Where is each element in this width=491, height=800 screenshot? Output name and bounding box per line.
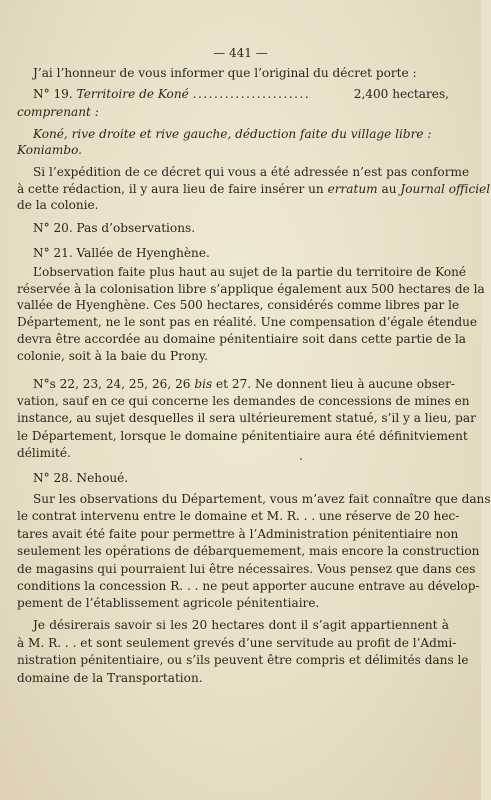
para5-line-1: Sur les observations du Département, vous m’avez fait connaître que dans xyxy=(33,492,491,506)
para4-line-5: délimité. xyxy=(17,446,71,460)
para4-line-2: vation, sauf en ce qui concerne les demandes de concessions de mines en xyxy=(17,394,470,408)
para4-line-4: le Département, lorsque le domaine pénitentiaire aura été définitviement xyxy=(17,429,468,443)
para2-line-1: Si l’expédition de ce décret qui vous a été adressée n’est pas conforme xyxy=(33,165,470,179)
para4-line-3: instance, au sujet desquelles il sera ultérieurement statué, s’il y a lieu, par xyxy=(17,411,476,425)
para5-line-3: tares avait été faite pour permettre à l’Administration pénitentiaire non xyxy=(17,527,459,541)
para2-line-2 xyxy=(17,181,491,197)
para6-line-3: nistration pénitentiaire, ou s’ils peuvent être compris et délimités dans le xyxy=(17,653,469,667)
para3-line-4: Département, ne le sont pas en réalité. Une compensation d’égale étendue xyxy=(17,315,478,329)
paragraph-intro: J’ai l’honneur de vous informer que l’original du décret porte : xyxy=(33,66,417,80)
para6-line-4: domaine de la Transportation. xyxy=(17,671,203,685)
para4-rest: et 27. Ne donnent lieu à aucune obser- xyxy=(216,377,455,391)
para3-line-5: devra être accordée au domaine pénitentiaire soit dans cette partie de la xyxy=(17,332,467,346)
para6-line-1: Je désirerais savoir si les 20 hectares dont il s’agit appartiennent à xyxy=(33,618,449,632)
para4-line-1 xyxy=(33,376,455,392)
para4-bis: bis xyxy=(194,377,213,391)
para3-line-2: réservée à la colonisation libre s’applique également aux 500 hectares de la xyxy=(17,282,485,296)
para6-line-2: à M. R. . . et sont seulement grevés d’une servitude au profit de l’Admi- xyxy=(17,636,457,650)
entry-no19-number: N° 19. xyxy=(33,87,73,101)
entry-no19-title: Territoire de Koné xyxy=(76,87,189,101)
para2-journal: Journal officiel xyxy=(400,182,491,196)
kone-line-1: Koné, rive droite et rive gauche, déduction faite du village libre : xyxy=(33,127,432,141)
para5-line-2: le contrat intervenu entre le domaine et M. R. . . une réserve de 20 hec- xyxy=(17,509,460,523)
comprenant-label: comprenant : xyxy=(17,105,99,119)
para3-line-1: L’observation faite plus haut au sujet de la partie du territoire de Koné xyxy=(33,265,467,279)
kone-line-2: Koniambo. xyxy=(17,143,82,157)
entry-no21: N° 21. Vallée de Hyenghène. xyxy=(33,246,210,260)
para5-line-4: seulement les opérations de débarquemement, mais encore la construction xyxy=(17,544,480,558)
entry-no19-area: 2,400 hectares, xyxy=(353,87,449,101)
para4-numbers: N°s 22, 23, 24, 25, 26, 26 xyxy=(33,377,191,391)
entry-no19 xyxy=(33,86,449,102)
para5-line-7: pement de l’établissement agricole pénitentiaire. xyxy=(17,596,320,610)
para2-text: à cette rédaction, il y aura lieu de faire insérer un xyxy=(17,182,324,196)
paper-speck xyxy=(300,458,302,460)
para3-line-3: vallée de Hyenghène. Ces 500 hectares, considérés comme libres par le xyxy=(17,298,460,312)
para5-line-6: conditions la concession R. . . ne peut apporter aucune entrave au dévelop- xyxy=(17,579,480,593)
entry-no20: N° 20. Pas d’observations. xyxy=(33,221,196,235)
para5-line-5: de magasins qui pourraient lui être nécessaires. Vous pensez que dans ces xyxy=(17,562,476,576)
para2-line-3: de la colonie. xyxy=(17,198,99,212)
para2-au: au xyxy=(381,182,397,196)
page-number: — 441 — xyxy=(213,46,268,60)
para2-erratum: erratum xyxy=(327,182,378,196)
para3-line-6: colonie, soit à la baie du Prony. xyxy=(17,349,208,363)
entry-no28: N° 28. Nehoué. xyxy=(33,471,129,485)
entry-no19-dots: ...................... xyxy=(192,87,311,101)
